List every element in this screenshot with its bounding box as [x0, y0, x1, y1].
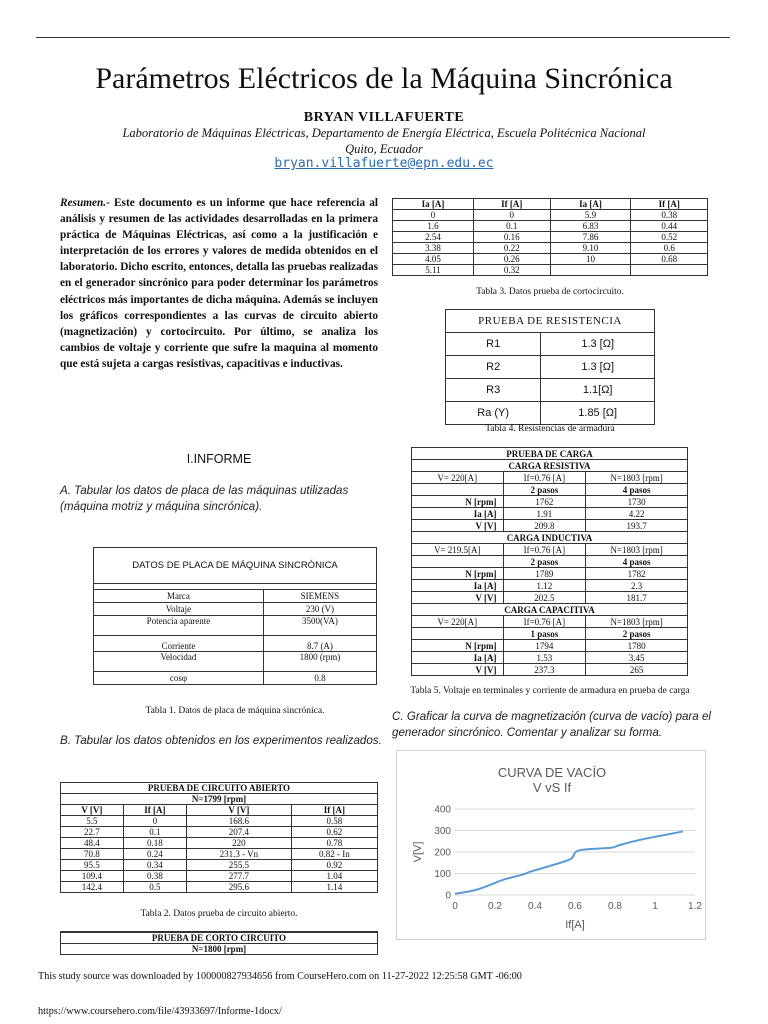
cell: V [V] [412, 664, 504, 676]
x-tick-label: 0 [452, 901, 458, 912]
cell: 7.86 [550, 232, 631, 243]
short-circuit-body [393, 210, 708, 276]
cell: 1.91 [503, 508, 586, 520]
cell: 168.6 [186, 816, 291, 827]
cell: 0.8 [263, 672, 376, 685]
cell: 4.22 [586, 508, 688, 520]
cell: 0.52 [631, 232, 708, 243]
table-row [412, 592, 688, 604]
table-row [412, 652, 688, 664]
short-circuit-wrap [392, 198, 708, 276]
caption-table-4: Tabla 4. Resistencias de armadura [485, 424, 615, 434]
cell: 0.44 [631, 221, 708, 232]
load-conditions-row [412, 616, 688, 628]
cell: 2 pasos [503, 484, 586, 496]
cell: 22.7 [61, 827, 124, 838]
y-tick-label: 100 [434, 869, 451, 880]
cell: R2 [446, 356, 541, 379]
cell: SIEMENS [263, 590, 376, 603]
x-tick-label: 0.8 [608, 901, 622, 912]
cell: Ra (Y) [446, 402, 541, 425]
load-steps-row [412, 628, 688, 640]
abstract-lead: Resumen.- [60, 197, 110, 209]
table-row [94, 590, 377, 603]
load-steps-row [412, 484, 688, 496]
load-section-row [412, 604, 688, 616]
cell: 0.24 [123, 849, 186, 860]
table-row [61, 871, 378, 882]
cell: V= 219.5[A] [412, 544, 504, 556]
cell: 0.18 [123, 838, 186, 849]
cell: 1.6 [393, 221, 474, 232]
cell: Ia [A] [412, 508, 504, 520]
short-circuit-head-wrap [60, 931, 378, 955]
resistance-title: PRUEBA DE RESISTENCIA [446, 310, 655, 333]
cell: If=0.76 [A] [503, 472, 586, 484]
cell: 255.5 [186, 860, 291, 871]
table-row [412, 664, 688, 676]
table-row [412, 640, 688, 652]
cell: 3.45 [586, 652, 688, 664]
cell: 0.1 [473, 221, 550, 232]
series-line-v-vs-if [455, 831, 683, 893]
table-row [446, 379, 655, 402]
cell: 0.62 [291, 827, 377, 838]
cell: 237.3 [503, 664, 586, 676]
city: Quito, Ecuador [345, 142, 423, 156]
cell: 1.1[Ω] [541, 379, 655, 402]
item-c: C. Graficar la curva de magnetización (curva de vacío) para el generador sincrónico. Comentar y analizar su forma. [392, 710, 711, 739]
x-tick-label: 0.2 [488, 901, 502, 912]
cell: 1.3 [Ω] [541, 356, 655, 379]
cell: 0 [393, 210, 474, 221]
cell: 0.16 [473, 232, 550, 243]
paper-title: Parámetros Eléctricos de la Máquina Sincrónica [95, 62, 673, 95]
footer-url-link[interactable]: https://www.coursehero.com/file/43933697/Informe-1docx/ [38, 1006, 282, 1017]
cell: 70.8 [61, 849, 124, 860]
y-tick-label: 200 [434, 847, 451, 859]
cell: 2 pasos [503, 556, 586, 568]
cell: Marca [94, 590, 264, 603]
x-tick-label: 0.4 [528, 901, 542, 912]
open-circuit-table [60, 782, 378, 893]
cell: 2.3 [586, 580, 688, 592]
cell: 0.82 - In [291, 849, 377, 860]
table-row [61, 882, 378, 893]
cell: 277.7 [186, 871, 291, 882]
cell: 5.9 [550, 210, 631, 221]
cell: V= 220[A] [412, 616, 504, 628]
cell: 1.3 [Ω] [541, 333, 655, 356]
cell [412, 628, 504, 640]
abstract-text: Este documento es un informe que hace referencia al análisis y resumen de las actividades desarrolladas en la primera práctica de Máquinas Eléctricas, así como a la justificación e interpretación de los errores y valores de medida obtenidos en el laboratorio. Dicho escrito, entonces, detalla las pruebas realizadas en el generador sincrónico para poder determinar los parámetros eléctricos más importantes de dicha máquina. Además se incluyen los gráficos correspondientes a las curvas de circuito abierto (magnetización) y cortocircuito. Por último, se analiza los cambios de voltaje y corriente que sufre la maquina al momento que está sujeta a cargas resistivas, capacitivas e inductivas. [60, 197, 378, 370]
plate-table-wrap [93, 547, 377, 685]
cell: N=1803 [rpm] [586, 472, 688, 484]
cell: 0.1 [123, 827, 186, 838]
table-row [61, 838, 378, 849]
table-row [393, 265, 708, 276]
cell: Velocidad [94, 652, 264, 672]
cell: 231.3 - Vn [186, 849, 291, 860]
author-email-link[interactable]: bryan.villafuerte@epn.edu.ec [274, 156, 494, 171]
cell: 0.38 [631, 210, 708, 221]
cell: 1780 [586, 640, 688, 652]
cell: 3500(VA) [263, 616, 376, 636]
affiliation: Laboratorio de Máquinas Eléctricas, Departamento de Energía Eléctrica, Escuela Politécnica Nacional [122, 126, 646, 140]
cell: N [rpm] [412, 568, 504, 580]
y-axis-label: V[V] [412, 841, 424, 863]
cell: 1800 (rpm) [263, 652, 376, 672]
header-cell: If [A] [291, 805, 377, 816]
cell: 109.4 [61, 871, 124, 882]
cell: 5.11 [393, 265, 474, 276]
cell: 9.10 [550, 243, 631, 254]
header-cell: Ia [A] [550, 199, 631, 210]
load-section-label: CARGA INDUCTIVA [412, 532, 688, 544]
table-row [412, 520, 688, 532]
item-b: B. Tabular los datos obtenidos en los experimentos realizados. [60, 734, 382, 747]
cell: 0.78 [291, 838, 377, 849]
cell: 48.4 [61, 838, 124, 849]
cell: 220 [186, 838, 291, 849]
y-tick-label: 400 [434, 804, 451, 816]
cell: 0.32 [473, 265, 550, 276]
table-row [94, 603, 377, 616]
cell: R3 [446, 379, 541, 402]
caption-table-3: Tabla 3. Datos prueba de cortocircuito. [476, 287, 624, 297]
cell: 230 (V) [263, 603, 376, 616]
cell: 1.12 [503, 580, 586, 592]
plate-table [93, 547, 377, 685]
load-wrap [411, 447, 688, 676]
cell: 95.5 [61, 860, 124, 871]
cell: 193.7 [586, 520, 688, 532]
x-tick-label: 0.6 [568, 901, 582, 912]
load-section-label: CARGA CAPACITIVA [412, 604, 688, 616]
cell: 207.4 [186, 827, 291, 838]
table-row [446, 402, 655, 425]
cell: Ia [A] [412, 580, 504, 592]
cell [412, 556, 504, 568]
short-circuit-title: PRUEBA DE CORTO CIRCUITO [61, 932, 378, 944]
x-tick-label: 1 [652, 901, 658, 912]
cell: 5.5 [61, 816, 124, 827]
header-cell: Ia [A] [393, 199, 474, 210]
cell: 0.5 [123, 882, 186, 893]
cell: 3.38 [393, 243, 474, 254]
y-tick-label: 300 [434, 826, 451, 837]
table-row [393, 210, 708, 221]
table-row [393, 254, 708, 265]
chart-subtitle: V vS If [532, 780, 572, 795]
cell: R1 [446, 333, 541, 356]
cell: 2.54 [393, 232, 474, 243]
load-table [411, 447, 688, 676]
cell: 8.7 (A) [263, 636, 376, 652]
cell: V [V] [412, 520, 504, 532]
short-circuit-speed: N=1800 [rpm] [61, 944, 378, 955]
table-row [94, 616, 377, 636]
cell: 1789 [503, 568, 586, 580]
cell: 0.68 [631, 254, 708, 265]
x-tick-label: 1.2 [688, 901, 702, 912]
cell: 1.04 [291, 871, 377, 882]
table-row [61, 827, 378, 838]
header-cell: If [A] [473, 199, 550, 210]
cell: 0.26 [473, 254, 550, 265]
table-row [412, 508, 688, 520]
table-header-row [393, 199, 708, 210]
cell: N=1803 [rpm] [586, 544, 688, 556]
cell: 10 [550, 254, 631, 265]
section-heading: I.INFORME [186, 452, 252, 466]
abstract [60, 195, 378, 372]
load-section-row [412, 532, 688, 544]
load-conditions-row [412, 544, 688, 556]
load-steps-row [412, 556, 688, 568]
table-row [412, 568, 688, 580]
cell: 1782 [586, 568, 688, 580]
open-circuit-title: PRUEBA DE CIRCUITO ABIERTO [61, 783, 378, 794]
table-row [393, 243, 708, 254]
cell: 1.53 [503, 652, 586, 664]
cell [631, 265, 708, 276]
cell: Corriente [94, 636, 264, 652]
cell: N=1803 [rpm] [586, 616, 688, 628]
caption-table-5: Tabla 5. Voltaje en terminales y corriente de armadura en prueba de carga [410, 686, 690, 696]
cell: cosφ [94, 672, 264, 685]
cell: 0.92 [291, 860, 377, 871]
cell: Voltaje [94, 603, 264, 616]
resistance-table [445, 309, 655, 425]
x-axis-label: If[A] [565, 919, 585, 931]
cell: If=0.76 [A] [503, 616, 586, 628]
cell: 142.4 [61, 882, 124, 893]
cell: V [V] [412, 592, 504, 604]
cell: 295.6 [186, 882, 291, 893]
cell: N [rpm] [412, 640, 504, 652]
table-row [94, 672, 377, 685]
load-section-label: CARGA RESISTIVA [412, 460, 688, 472]
cell [550, 265, 631, 276]
table-row [393, 221, 708, 232]
cell: 202.5 [503, 592, 586, 604]
caption-table-1: Tabla 1. Datos de placa de máquina sincrónica. [145, 706, 325, 716]
cell: 4 pasos [586, 484, 688, 496]
header-cell: V [V] [186, 805, 291, 816]
cell: 1.85 [Ω] [541, 402, 655, 425]
short-circuit-head-table [60, 931, 378, 955]
table-row [94, 636, 377, 652]
cell: 1762 [503, 496, 586, 508]
table-row [393, 232, 708, 243]
cell: 0.22 [473, 243, 550, 254]
magnetization-chart [397, 751, 707, 941]
table-row [61, 849, 378, 860]
open-circuit-body [61, 816, 378, 893]
load-section-row [412, 460, 688, 472]
cell: 181.7 [586, 592, 688, 604]
table-row [61, 816, 378, 827]
header-cell: If [A] [123, 805, 186, 816]
open-circuit-speed: N=1799 [rpm] [61, 794, 378, 805]
chart-title: CURVA DE VACÍO [497, 765, 607, 780]
table-header-row [61, 805, 378, 816]
chart-frame [396, 750, 706, 940]
load-conditions-row [412, 472, 688, 484]
cell: Ia [A] [412, 652, 504, 664]
cell: 0 [473, 210, 550, 221]
load-title: PRUEBA DE CARGA [412, 448, 688, 460]
caption-table-2: Tabla 2. Datos prueba de circuito abierto. [140, 909, 298, 919]
cell: V= 220[A] [412, 472, 504, 484]
author-name: BRYAN VILLAFUERTE [303, 110, 465, 125]
cell: 209.8 [503, 520, 586, 532]
plate-title: DATOS DE PLACA DE MÁQUINA SINCRÓNICA [94, 548, 377, 584]
cell: 1 pasos [503, 628, 586, 640]
cell: Potencia aparente [94, 616, 264, 636]
footer-download-notice: This study source was downloaded by 100000827934656 from CourseHero.com on 11-27-2022 12:25:58 GMT -06:00 [38, 971, 522, 982]
cell: 1794 [503, 640, 586, 652]
cell: 1730 [586, 496, 688, 508]
top-rule [36, 37, 730, 38]
cell: 0.6 [631, 243, 708, 254]
cell: 1.14 [291, 882, 377, 893]
cell: 0.38 [123, 871, 186, 882]
short-circuit-table [392, 198, 708, 276]
cell: 2 pasos [586, 628, 688, 640]
cell: 6.83 [550, 221, 631, 232]
open-circuit-wrap [60, 782, 378, 893]
cell: 265 [586, 664, 688, 676]
table-row [412, 496, 688, 508]
cell: 4 pasos [586, 556, 688, 568]
table-row [446, 356, 655, 379]
load-body [412, 460, 688, 676]
table-row [412, 580, 688, 592]
cell: 0 [123, 816, 186, 827]
header-cell: V [V] [61, 805, 124, 816]
cell: N [rpm] [412, 496, 504, 508]
cell: 0.58 [291, 816, 377, 827]
resistance-wrap [445, 309, 655, 425]
item-a: A. Tabular los datos de placa de las máquinas utilizadas (máquina motriz y máquina sincrónica). [60, 484, 349, 513]
cell: 4.05 [393, 254, 474, 265]
cell: If=0.76 [A] [503, 544, 586, 556]
table-row [446, 333, 655, 356]
header-cell: If [A] [631, 199, 708, 210]
resistance-body [446, 333, 655, 425]
table-row [94, 652, 377, 672]
table-row [61, 860, 378, 871]
y-tick-label: 0 [445, 890, 451, 902]
cell [412, 484, 504, 496]
cell: 0.34 [123, 860, 186, 871]
